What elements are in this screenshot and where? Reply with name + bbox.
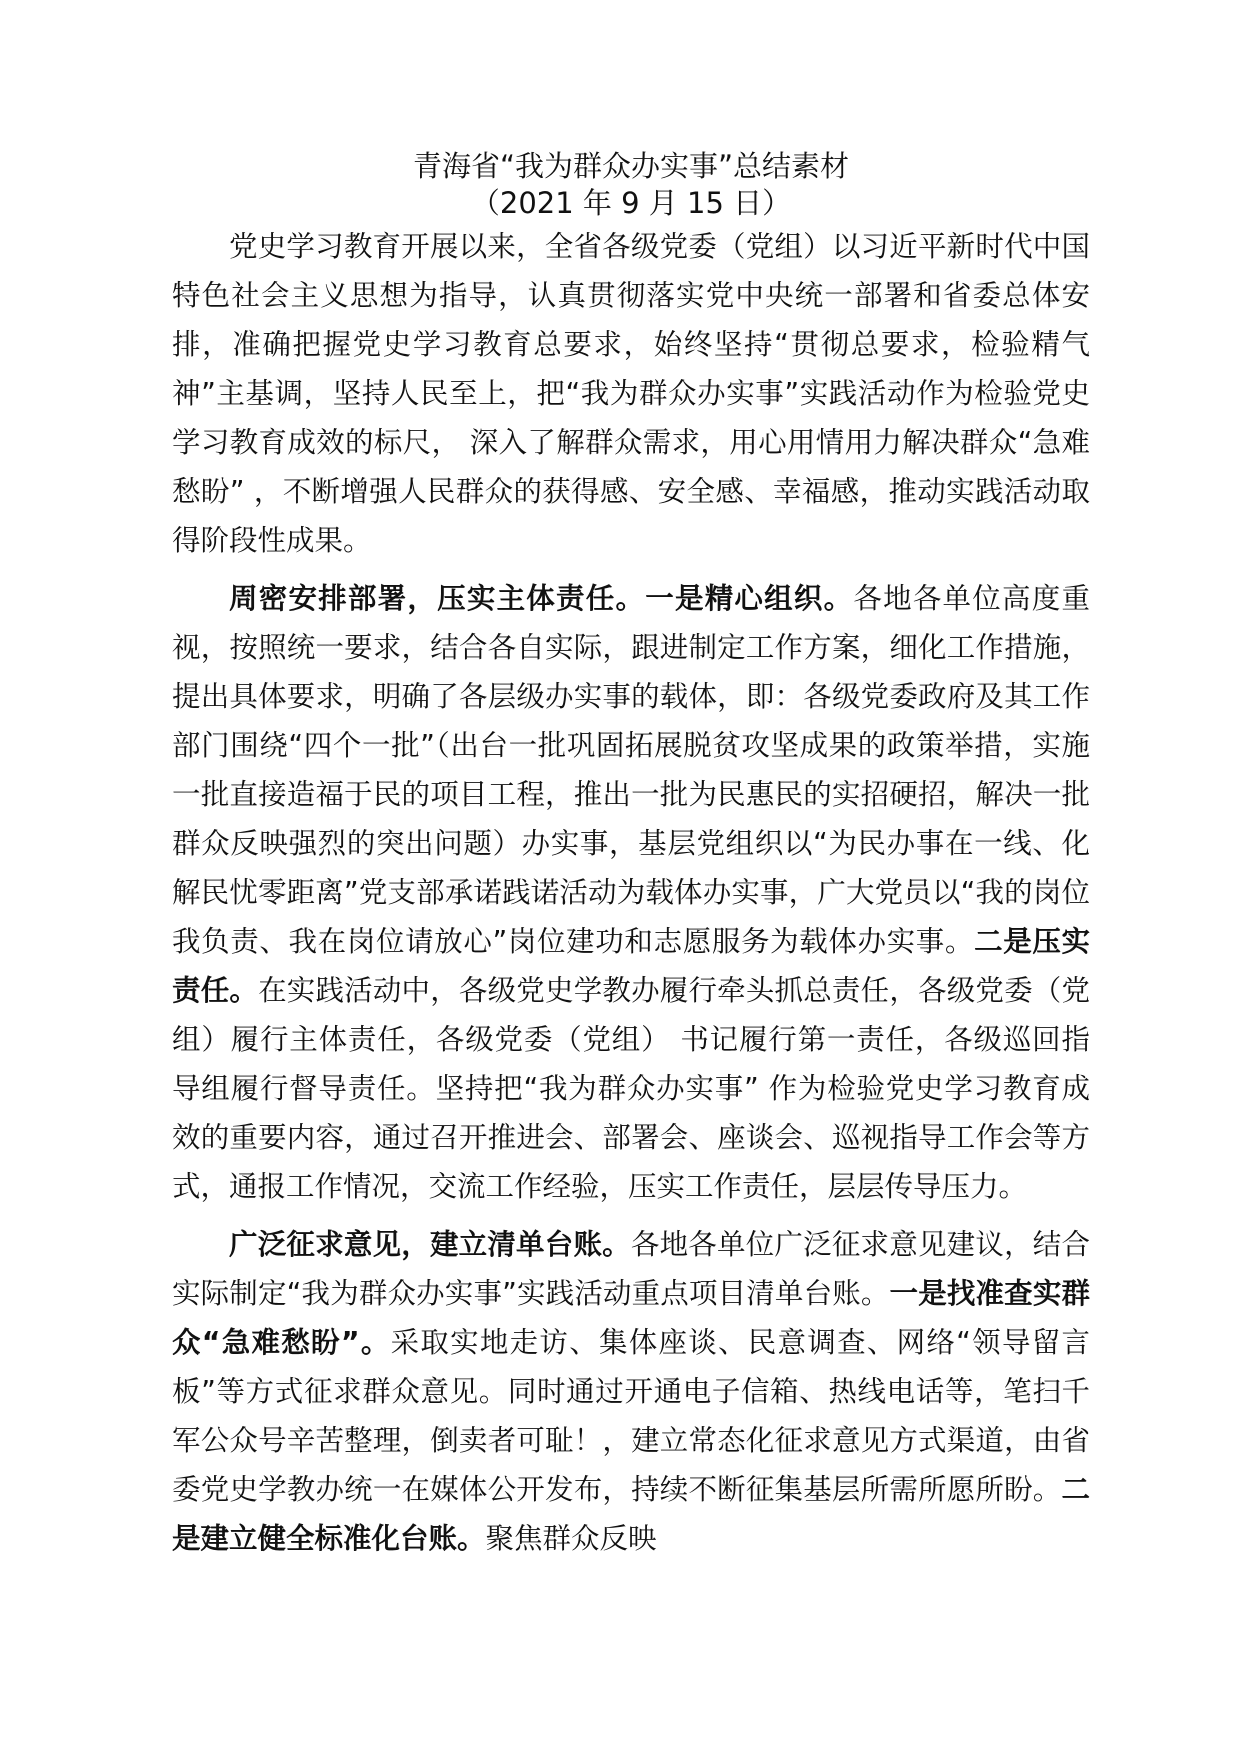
section1-sub1-heading: 一是精心组织。 bbox=[645, 582, 854, 615]
document-title: 青海省“我为群众办实事”总结素材 bbox=[412, 149, 850, 183]
section2-sub2-heading: 二是建立健全标准化台账。 bbox=[172, 1473, 1090, 1555]
section2-sub2-text: 聚焦群众反映 bbox=[485, 1522, 657, 1555]
section2-sub1-text: 采取实地走访、集体座谈、民意调查、网络“领导留言板”等方式征求群众意见。同时通过开通电子信箱、热线电话等，笔扫千军公众号辛苦整理，倒卖者可耻！，建立常态化征求意见方式渠道，由省委党史学教办统一在媒体公开发布，持续不断征集基层所需所愿所盼。 bbox=[172, 1326, 1090, 1506]
document-body bbox=[172, 148, 1090, 1563]
section2-paragraph bbox=[172, 1220, 1090, 1563]
section1-heading: 周密安排部署，压实主体责任。 bbox=[229, 582, 646, 615]
section1-sub1-text: 各地各单位高度重视，按照统一要求，结合各自实际，跟进制定工作方案，细化工作措施，提出具体要求，明确了各层级办实事的载体，即：各级党委政府及其工作部门围绕“四个一批”（出台一批巩固拓展脱贫攻坚成果的政策举措，实施一批直接造福于民的项目工程，推出一批为民惠民的实招硬招，解决一批群众反映强烈的突出问题）办实事，基层党组织以“为民办事在一线、化解民忧零距离”党支部承诺践诺活动为载体办实事，广大党员以“我的岗位我负责、我在岗位请放心”岗位建功和志愿服务为载体办实事。 bbox=[172, 582, 1090, 958]
section2-heading: 广泛征求意见，建立清单台账。 bbox=[229, 1228, 631, 1261]
section1-sub2-heading: 二是压实责任。 bbox=[172, 925, 1090, 1007]
section1-sub2-text: 在实践活动中，各级党史学教办履行牵头抓总责任，各级党委（党组）履行主体责任，各级党委（党组） 书记履行第一责任，各级巡回指导组履行督导责任。坚持把“我为群众办实事” 作为检验党史学习教育成效的重要内容，通过召开推进会、部署会、座谈会、巡视指导工作会等方式，通报工作情况，交流工作经验，压实工作责任，层层传导压力。 bbox=[172, 974, 1090, 1203]
intro-paragraph: 党史学习教育开展以来，全省各级党委（党组）以习近平新时代中国特色社会主义思想为指导，认真贯彻落实党中央统一部署和省委总体安排，准确把握党史学习教育总要求，始终坚持“贯彻总要求，检验精气神”主基调，坚持人民至上，把“我为群众办实事”实践活动作为检验党史学习教育成效的标尺， 深入了解群众需求，用心用情用力解决群众“急难愁盼” ，不断增强人民群众的获得感、安全感、幸福感，推动实践活动取得阶段性成果。 bbox=[172, 230, 1090, 557]
section2-lead-text: 各地各单位广泛征求意见建议，结合实际制定“我为群众办实事”实践活动重点项目清单台账。 bbox=[172, 1228, 1090, 1310]
section2-sub1-heading: 一是找准查实群众“急难愁盼”。 bbox=[172, 1277, 1090, 1359]
section1-paragraph bbox=[172, 574, 1090, 1211]
document-date: （2021 年 9 月 15 日） bbox=[470, 186, 792, 220]
